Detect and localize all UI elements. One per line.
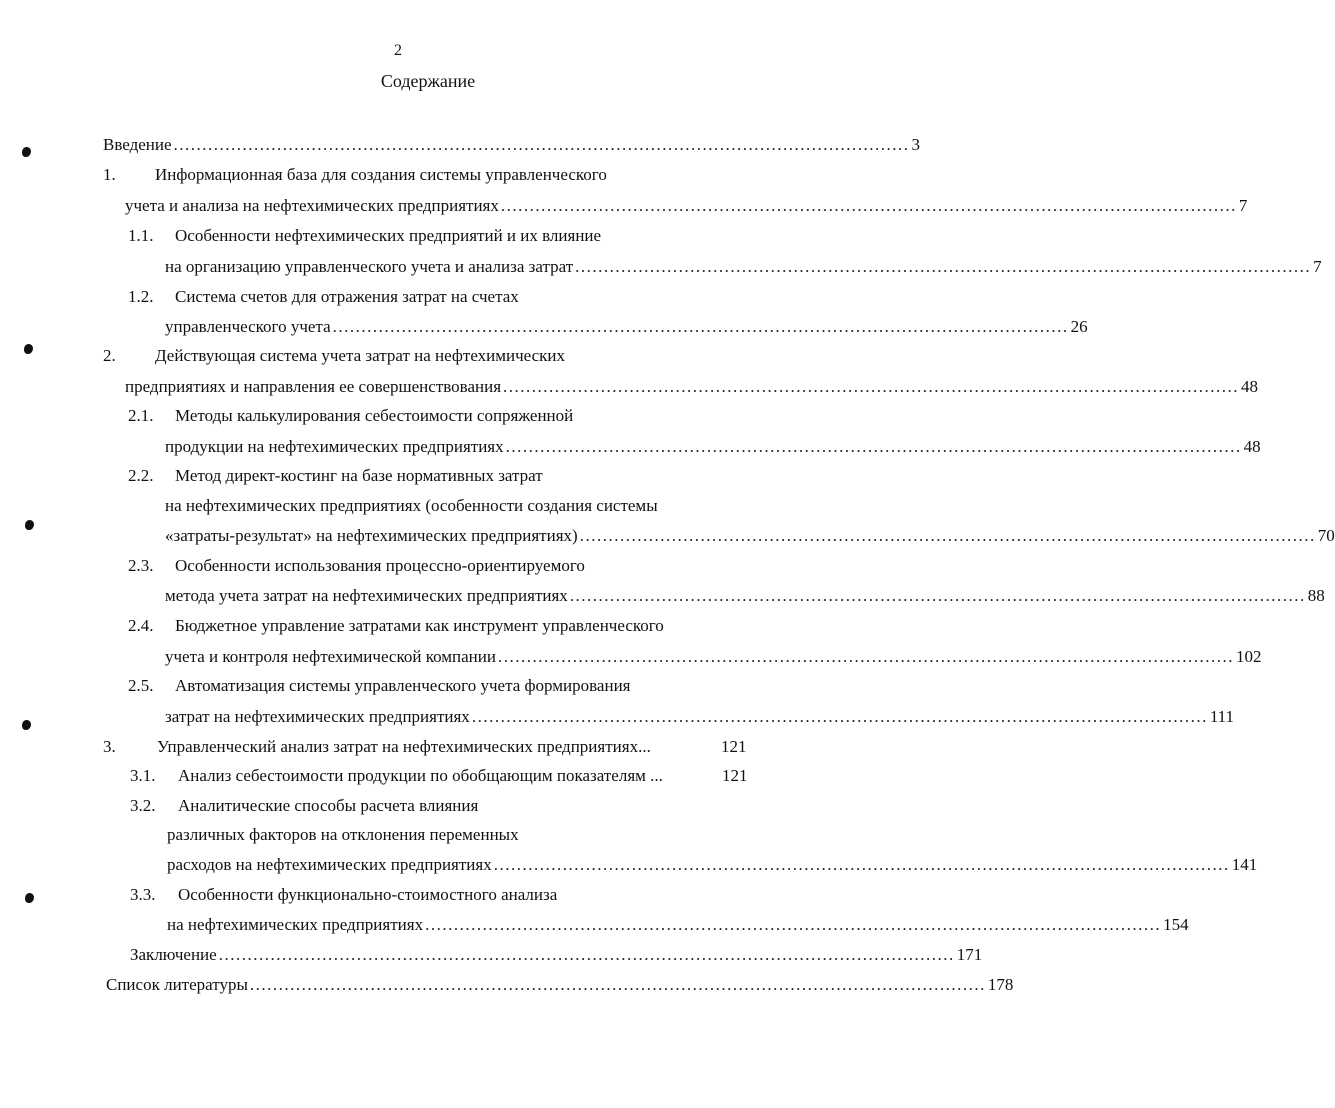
toc-page-number: 121 — [721, 737, 747, 756]
toc-entry-s2-4-end[interactable] — [165, 646, 1262, 668]
toc-entry-s2-5-end[interactable] — [165, 706, 1235, 728]
toc-entry-number: 2.4. — [128, 616, 154, 635]
toc-entry-text: управленческого учета — [165, 317, 331, 336]
toc-page-number: 154 — [1163, 915, 1189, 934]
toc-entry-text: на нефтехимических предприятиях — [167, 915, 424, 934]
toc-entry-text: Заключение — [130, 945, 217, 964]
toc-page-number: 102 — [1235, 647, 1262, 666]
toc-entry-text: метода учета затрат на нефтехимических предприятиях — [165, 586, 568, 605]
toc-entry-text: различных факторов на отклонения переменных — [167, 825, 519, 844]
binding-hole-mark — [25, 520, 34, 530]
toc-page-number: 171 — [956, 945, 983, 964]
toc-leader-dots: ................................................................................................................................ — [579, 526, 1316, 545]
toc-entry-number: 3. — [103, 737, 116, 756]
toc-entry-ch1-end[interactable] — [125, 195, 1248, 217]
binding-hole-mark — [24, 344, 33, 354]
toc-page-number: 141 — [1231, 855, 1258, 874]
toc-leader-dots: ................................................................................................................................ — [218, 945, 955, 964]
toc-leader-dots: ................................................................................................................................ — [500, 196, 1237, 215]
toc-entry-text[interactable]: Анализ себестоимости продукции по обобщающим показателям ... — [178, 766, 663, 785]
binding-hole-mark — [25, 893, 34, 903]
toc-leader-dots: ................................................................................................................................ — [425, 915, 1162, 934]
page-title: Содержание — [380, 71, 476, 91]
toc-entry-number: 1.2. — [128, 287, 154, 306]
toc-entry-text[interactable]: Методы калькулирования себестоимости сопряженной — [175, 406, 574, 425]
toc-entry-text: учета и анализа на нефтехимических предприятиях — [125, 196, 499, 215]
toc-entry-s1-1-end[interactable] — [165, 256, 1322, 278]
toc-entry-number: 3.1. — [130, 766, 156, 785]
toc-page-number: 26 — [1070, 317, 1088, 336]
page-number: 2 — [394, 42, 402, 59]
toc-page-number: 88 — [1307, 586, 1325, 605]
toc-leader-dots: ................................................................................................................................ — [332, 317, 1069, 336]
toc-entry-s1-2-end[interactable] — [165, 316, 1088, 338]
toc-entry-text[interactable]: Система счетов для отражения затрат на счетах — [175, 287, 519, 306]
toc-entry-text: учета и контроля нефтехимической компании — [165, 647, 496, 666]
toc-entry-number: 2. — [103, 346, 116, 365]
toc-entry-conclusion[interactable] — [130, 944, 983, 966]
toc-leader-dots: ................................................................................................................................ — [497, 647, 1234, 666]
toc-entry-number: 3.3. — [130, 885, 156, 904]
toc-leader-dots: ................................................................................................................................ — [503, 377, 1240, 396]
toc-entry-text: на нефтехимических предприятиях (особенности создания системы — [165, 496, 658, 515]
toc-leader-dots: ................................................................................................................................ — [575, 257, 1312, 276]
toc-entry-s2-3-end[interactable] — [165, 585, 1325, 607]
toc-entry-text: на организацию управленческого учета и анализа затрат — [165, 257, 574, 276]
toc-entry-text[interactable]: Аналитические способы расчета влияния — [178, 796, 479, 815]
toc-entry-text: предприятиях и направления ее совершенствования — [125, 377, 502, 396]
toc-entry-text: продукции на нефтехимических предприятиях — [165, 437, 504, 456]
toc-page-number: 121 — [722, 766, 748, 785]
toc-entry-text[interactable]: Особенности использования процессно-ориентируемого — [175, 556, 585, 575]
toc-entry-text[interactable]: Особенности функционально-стоимостного анализа — [178, 885, 558, 904]
toc-leader-dots: ................................................................................................................................ — [173, 135, 910, 154]
toc-entry-number: 3.2. — [130, 796, 156, 815]
toc-entry-s3-2-end[interactable] — [167, 854, 1258, 876]
toc-entry-number: 2.1. — [128, 406, 154, 425]
toc-page-number: 7 — [1238, 196, 1248, 215]
toc-page-number: 111 — [1209, 707, 1235, 726]
toc-entry-references[interactable] — [106, 974, 1014, 996]
toc-page-number: 48 — [1243, 437, 1261, 456]
toc-entry-s2-1-end[interactable] — [165, 436, 1261, 458]
toc-page-number: 7 — [1313, 257, 1322, 276]
toc-entry-number: 1. — [103, 165, 116, 184]
toc-entry-text: Введение — [103, 135, 172, 154]
toc-page-number: 48 — [1241, 377, 1259, 396]
toc-entry-s2-2-end[interactable] — [165, 525, 1335, 547]
toc-page-number: 70 — [1317, 526, 1335, 545]
toc-page-number: 178 — [987, 975, 1014, 994]
binding-hole-mark — [22, 147, 31, 157]
toc-entry-s3-3-end[interactable] — [167, 914, 1189, 936]
toc-entry-number: 1.1. — [128, 226, 154, 245]
binding-hole-mark — [22, 720, 31, 730]
toc-entry-number: 2.5. — [128, 676, 154, 695]
toc-leader-dots: ................................................................................................................................ — [249, 975, 986, 994]
toc-entry-text[interactable]: Информационная база для создания системы управленческого — [155, 165, 607, 184]
toc-entry-text[interactable]: Действующая система учета затрат на нефтехимических — [155, 346, 566, 365]
toc-entry-number: 2.3. — [128, 556, 154, 575]
toc-entry-text[interactable]: Управленческий анализ затрат на нефтехимических предприятиях... — [157, 737, 651, 756]
toc-entry-text: «затраты-результат» на нефтехимических предприятиях) — [165, 526, 578, 545]
toc-entry-number: 2.2. — [128, 466, 154, 485]
toc-leader-dots: ................................................................................................................................ — [505, 437, 1242, 456]
toc-entry-text: расходов на нефтехимических предприятиях — [167, 855, 492, 874]
toc-entry-text[interactable]: Автоматизация системы управленческого учета формирования — [175, 676, 631, 695]
toc-entry-text[interactable]: Метод директ-костинг на базе нормативных затрат — [175, 466, 543, 485]
toc-entry-text[interactable]: Бюджетное управление затратами как инструмент управленческого — [175, 616, 664, 635]
toc-entry-intro[interactable] — [103, 134, 921, 156]
toc-leader-dots: ................................................................................................................................ — [471, 707, 1208, 726]
toc-entry-text[interactable]: Особенности нефтехимических предприятий и их влияние — [175, 226, 602, 245]
toc-leader-dots: ................................................................................................................................ — [493, 855, 1230, 874]
toc-entry-text: затрат на нефтехимических предприятиях — [165, 707, 470, 726]
toc-entry-ch2-end[interactable] — [125, 376, 1259, 398]
toc-leader-dots: ................................................................................................................................ — [569, 586, 1306, 605]
toc-page-number: 3 — [911, 135, 921, 154]
toc-entry-text: Список литературы — [106, 975, 248, 994]
